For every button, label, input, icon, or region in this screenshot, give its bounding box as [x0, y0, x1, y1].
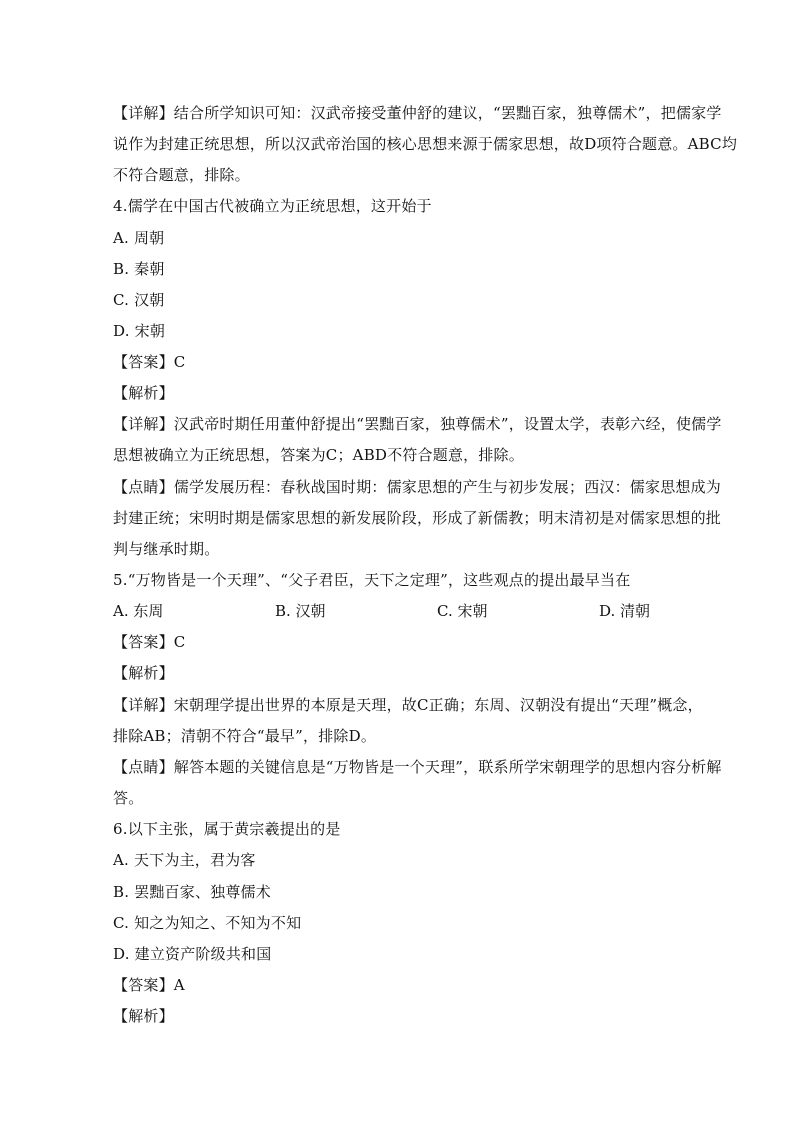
- q4-answer: 【答案】C: [113, 353, 186, 371]
- q4-option-d: D. 宋朝: [113, 322, 166, 340]
- question-5-stem: 5.“万物皆是一个天理”、“父子君臣，天下之定理”，这些观点的提出最早当在: [113, 571, 631, 589]
- q5-option-a: A. 东周: [113, 602, 164, 620]
- q5-analysis-heading: 【解析】: [113, 664, 174, 682]
- q4-comment-line: 判与继承时期。: [113, 540, 220, 558]
- q4-option-b: B. 秦朝: [113, 260, 165, 278]
- q6-analysis-heading: 【解析】: [113, 1007, 174, 1025]
- detail-paragraph-line: 不符合题意，排除。: [113, 166, 250, 184]
- detail-paragraph-line: 【详解】结合所学知识可知：汉武帝接受董仲舒的建议，“罢黜百家，独尊儒术”，把儒家学: [113, 104, 722, 122]
- q5-comment-line: 答。: [113, 789, 144, 807]
- q4-detail-line: 思想被确立为正统思想，答案为C；ABD不符合题意，排除。: [113, 446, 524, 464]
- q5-comment-line: 【点睛】解答本题的关键信息是“万物皆是一个天理”，联系所学宋朝理学的思想内容分析解: [113, 758, 722, 776]
- q4-detail-line: 【详解】汉武帝时期任用董仲舒提出“罢黜百家，独尊儒术”，设置太学，表彰六经，使儒学: [113, 415, 722, 433]
- q6-option-d: D. 建立资产阶级共和国: [113, 945, 272, 963]
- question-6-stem: 6.以下主张，属于黄宗羲提出的是: [113, 820, 341, 838]
- question-4-stem: 4.儒学在中国古代被确立为正统思想，这开始于: [113, 197, 432, 215]
- q5-detail-line: 排除AB；清朝不符合“最早”，排除D。: [113, 727, 377, 745]
- q5-option-b: B. 汉朝: [275, 602, 326, 620]
- detail-paragraph-line: 说作为封建正统思想，所以汉武帝治国的核心思想来源于儒家思想，故D项符合题意。ABC均: [113, 135, 738, 153]
- q5-answer: 【答案】C: [113, 633, 186, 651]
- q4-analysis-heading: 【解析】: [113, 384, 174, 402]
- q6-option-c: C. 知之为知之、不知为不知: [113, 914, 302, 932]
- q5-detail-line: 【详解】宋朝理学提出世界的本原是天理，故C正确；东周、汉朝没有提出“天理”概念，: [113, 696, 703, 714]
- q6-answer: 【答案】A: [113, 976, 185, 994]
- q4-comment-line: 封建正统；宋明时期是儒家思想的新发展阶段，形成了新儒教；明末清初是对儒家思想的批: [113, 509, 722, 527]
- q5-option-d: D. 清朝: [599, 602, 651, 620]
- q4-option-c: C. 汉朝: [113, 291, 165, 309]
- q4-option-a: A. 周朝: [113, 229, 165, 247]
- q4-comment-line: 【点睛】儒学发展历程：春秋战国时期：儒家思想的产生与初步发展；西汉：儒家思想成为: [113, 478, 722, 496]
- q6-option-a: A. 天下为主，君为客: [113, 851, 256, 869]
- q5-option-c: C. 宋朝: [437, 602, 488, 620]
- q6-option-b: B. 罢黜百家、独尊儒术: [113, 883, 271, 901]
